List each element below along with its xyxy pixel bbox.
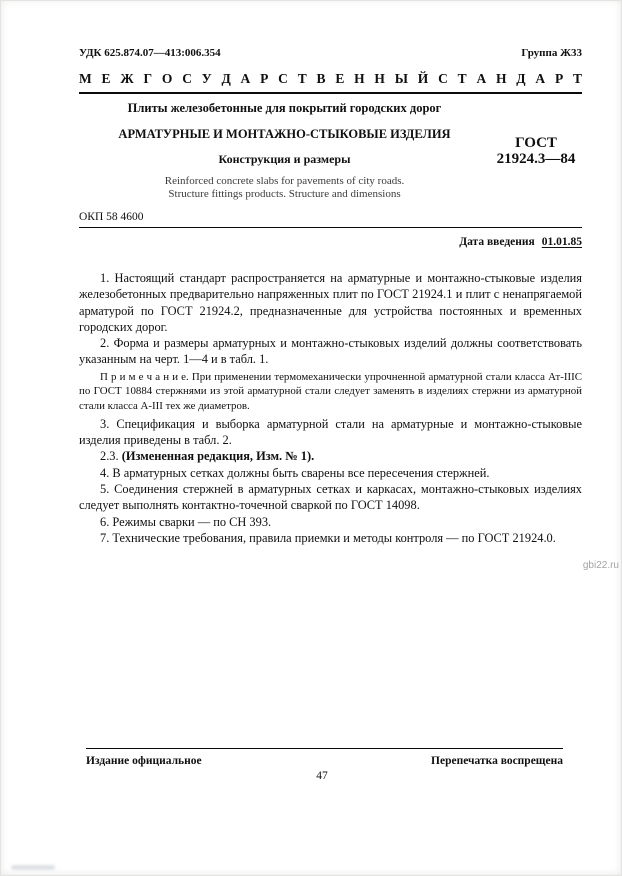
body-text	[79, 270, 582, 546]
body-paragraph-1: 1. Настоящий стандарт распространяется на арматурные и монтажно-стыковые изделия железобетонных предварительно напряженных плит по ГОСТ 21924.1 и плит с ненапрягаемой арматурой по ГОСТ 21924.2, предназначенные для устройства постоянных и временных городских дорог.	[79, 271, 582, 334]
doc-subtitle-ru: АРМАТУРНЫЕ И МОНТАЖНО-СТЫКОВЫЕ ИЗДЕЛИЯ	[118, 127, 451, 141]
classification-row	[79, 47, 582, 59]
header-rule	[79, 92, 582, 94]
title-column	[79, 101, 490, 201]
doc-title-en-line1: Reinforced concrete slabs for pavements of city roads.	[164, 175, 405, 187]
amendment-number: 2.3.	[100, 449, 119, 464]
body-paragraph-7: 7. Технические требования, правила приемки и методы контроля — по ГОСТ 21924.0.	[100, 530, 556, 545]
udk-code: УДК 625.874.07—413:006.354	[79, 47, 221, 59]
footer-row	[86, 748, 563, 768]
body-paragraph-3: 3. Спецификация и выборка арматурной стали на арматурные и монтажно-стыковые изделия приведены в табл. 2.	[79, 416, 582, 448]
standard-kind-heading: М Е Ж Г О С У Д А Р С Т В Е Н Н Ы Й С Т А Н Д А Р Т	[79, 71, 582, 86]
effective-date-label: Дата введения	[459, 236, 535, 248]
okp-rule	[79, 227, 582, 228]
amendment-note: (Измененная редакция, Изм. № 1).	[121, 449, 315, 464]
doc-title-en	[85, 175, 484, 201]
doc-title-ru: Плиты железобетонные для покрытий городских дорог	[127, 101, 442, 115]
gost-designation	[490, 101, 582, 201]
okp-code: ОКП 58 4600	[79, 211, 144, 223]
note-label: П р и м е ч а н и е.	[100, 370, 189, 383]
doc-subsubtitle-ru: Конструкция и размеры	[218, 152, 351, 166]
body-paragraph-2-3	[79, 448, 582, 464]
reprint-note: Перепечатка воспрещена	[431, 755, 563, 767]
doc-title-en-line2: Structure fittings products. Structure and dimensions	[168, 188, 401, 200]
body-paragraph-4: 4. В арматурных сетках должны быть сварены все пересечения стержней.	[100, 465, 490, 480]
gost-number: 21924.3—84	[496, 151, 576, 167]
site-watermark: gbi22.ru	[582, 560, 619, 571]
effective-date-value: 01.01.85	[541, 236, 582, 248]
group-code: Группа Ж33	[521, 47, 582, 59]
body-paragraph-6: 6. Режимы сварки — по СН 393.	[100, 514, 272, 529]
gost-label: ГОСТ	[515, 135, 557, 151]
page-number: 47	[316, 770, 328, 782]
edition-note: Издание официальное	[86, 755, 202, 767]
body-paragraph-2: 2. Форма и размеры арматурных и монтажно-стыковых изделий должны соответствовать указанным на черт. 1—4 и в табл. 1.	[79, 336, 582, 367]
effective-date-row	[79, 236, 582, 249]
scan-artifact	[11, 865, 55, 870]
page-content	[79, 1, 582, 546]
note-text: При применении термомеханически упрочненной арматурной стали класса Ат-IIIC по ГОСТ 10884 стержнями из этой арматурной стали следует заменять в изделиях стержни из арматурной стали класса А-III тех же диаметров.	[79, 370, 582, 413]
note-paragraph	[79, 370, 582, 414]
body-paragraph-5: 5. Соединения стержней в арматурных сетках и каркасах, монтажно-стыковых изделиях следует выполнять контактно-точечной сваркой по ГОСТ 14098.	[79, 482, 582, 513]
title-block	[79, 101, 582, 201]
